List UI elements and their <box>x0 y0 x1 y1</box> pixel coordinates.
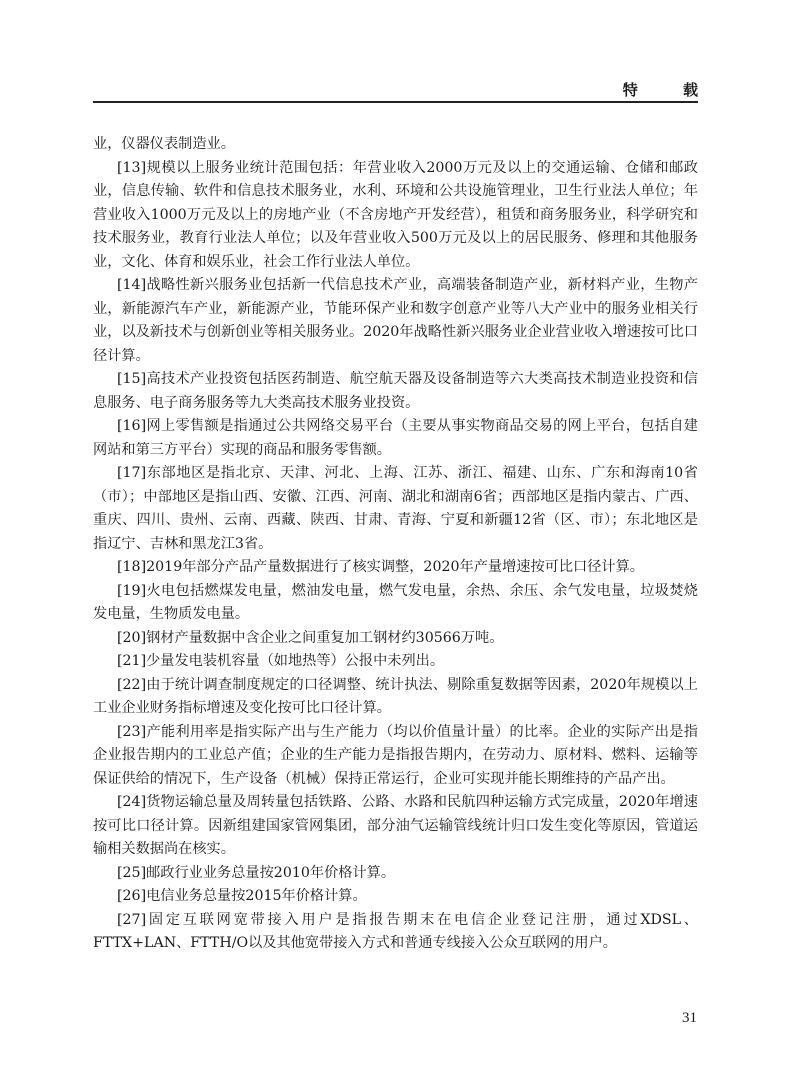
footnote-22: [22]由于统计调查制度规定的口径调整、统计执法、剔除重复数据等因素，2020年规模以上工业企业财务指标增速及变化按可比口径计算。 <box>93 676 698 716</box>
footnote-14: [14]战略性新兴服务业包括新一代信息技术产业，高端装备制造产业，新材料产业，生物产业，新能源汽车产业，新能源产业，节能环保产业和数字创意产业等八大产业中的服务业相关行业，以及新技术与创新创业等相关服务业。2020年战略性新兴服务业企业营业收入增速按可比口径计算。 <box>93 277 698 364</box>
footnote-13: [13]规模以上服务业统计范围包括：年营业收入2000万元及以上的交通运输、仓储和邮政业，信息传输、软件和信息技术服务业，水利、环境和公共设施管理业，卫生行业法人单位；年营业收入1000万元及以上的房地产业（不含房地产开发经营），租赁和商务服务业，科学研究和技术服务业，教育行业法人单位；以及年营业收入500万元及以上的居民服务、修理和其他服务业，文化、体育和娱乐业，社会工作行业法人单位。 <box>93 159 698 270</box>
page-number: 31 <box>682 1010 697 1026</box>
footnote-20: [20]钢材产量数据中含企业之间重复加工钢材约30566万吨。 <box>117 629 504 646</box>
footnote-27: [27]固定互联网宽带接入用户是指报告期末在电信企业登记注册，通过XDSL、FTTX+LAN、FTTH/O以及其他宽带接入方式和普通专线接入公众互联网的用户。 <box>93 911 698 951</box>
footnote-21: [21]少量发电装机容量（如地热等）公报中未列出。 <box>117 653 445 669</box>
footnote-26: [26]电信业务总量按2015年价格计算。 <box>117 888 367 904</box>
footnote-16: [16]网上零售额是指通过公共网络交易平台（主要从事实物商品交易的网上平台，包括自建网站和第三方平台）实现的商品和服务零售额。 <box>93 418 698 458</box>
header-rule <box>93 101 698 103</box>
paragraph-continuation: 业，仪器仪表制造业。 <box>93 136 235 152</box>
footnotes-body <box>93 133 698 956</box>
footnote-24: [24]货物运输总量及周转量包括铁路、公路、水路和民航四种运输方式完成量，2020年增速按可比口径计算。因新组建国家管网集团，部分油气运输管线统计归口发生变化等原因，管道运输相关数据尚在核实。 <box>93 794 698 857</box>
footnote-23: [23]产能利用率是指实际产出与生产能力（均以价值量计量）的比率。企业的实际产出是指企业报告期内的工业总产值；企业的生产能力是指报告期内，在劳动力、原材料、燃料、运输等保证供给的情况下，生产设备（机械）保持正常运行，企业可实现并能长期维持的产品产出。 <box>93 723 698 787</box>
footnote-25: [25]邮政行业业务总量按2010年价格计算。 <box>117 864 396 881</box>
footnote-17: [17]东部地区是指北京、天津、河北、上海、江苏、浙江、福建、山东、广东和海南10省（市）；中部地区是指山西、安徽、江西、河南、湖北和湖南6省；西部地区是指内蒙古、广西、重庆、四川、贵州、云南、西藏、陕西、甘肃、青海、宁夏和新疆12省（区、市）；东北地区是指辽宁、吉林和黑龙江3省。 <box>93 465 698 552</box>
footnote-18: [18]2019年部分产品产量数据进行了核实调整，2020年产量增速按可比口径计算。 <box>117 559 644 575</box>
section-title: 特 载 <box>622 81 718 99</box>
footnote-19: [19]火电包括燃煤发电量，燃油发电量，燃气发电量，余热、余压、余气发电量，垃圾焚烧发电量，生物质发电量。 <box>93 582 698 622</box>
footnote-15: [15]高技术产业投资包括医药制造、航空航天器及设备制造等六大类高技术制造业投资和信息服务、电子商务服务等九大类高技术服务业投资。 <box>93 371 698 411</box>
